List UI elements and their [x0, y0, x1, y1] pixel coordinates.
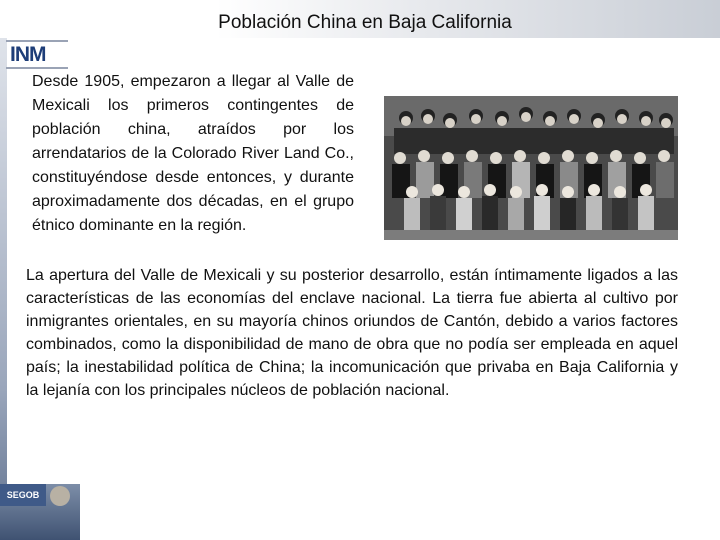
- logo-mark: INM: [10, 43, 46, 66]
- inm-logo: [6, 38, 70, 74]
- footer-logo: [0, 484, 80, 540]
- group-photo: [384, 96, 678, 240]
- page-title: Población China en Baja California: [218, 12, 512, 33]
- segob-label: SEGOB: [0, 484, 46, 506]
- mexico-seal-icon: [50, 486, 70, 506]
- group-photo-image: [384, 96, 678, 240]
- intro-paragraph: Desde 1905, empezaron a llegar al Valle de Mexicali los primeros contingentes de población china, atraídos por los arrendatarios de la Colorado River Land Co., constituyéndose desde entonces, y durante aproximadamente dos décadas, en el grupo étnico dominante en la región.: [32, 73, 354, 234]
- sidebar-stripe: [0, 38, 7, 540]
- body-paragraph: La apertura del Valle de Mexicali y su posterior desarrollo, están íntimamente ligados a las características de las economías del enclave nacional. La tierra fue abierta al cultivo por inmigrantes orientales, en su mayoría chinos oriundos de Cantón, debido a varios factores combinados, como la disponibilidad de mano de obra que no podía ser empleada en aquel país; la inestabilidad política de China; la incomunicación que privaba en Baja California y la lejanía con los principales núcleos de población nacional.: [26, 267, 678, 399]
